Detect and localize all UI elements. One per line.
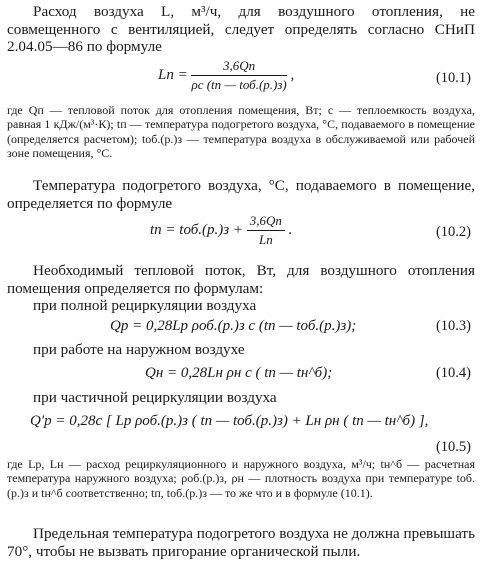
eq1-number: (10.1) — [435, 70, 471, 86]
paragraph-heated-air: Температура подогретого воздуха, °С, подаваемого в помещение, определяется по формуле — [7, 177, 475, 212]
eq3-number: (10.3) — [435, 318, 471, 334]
paragraph-eq1-legend: где Qп — тепловой поток для отопления помещения, Вт; с — теплоемкость воздуха, равная 1 кДж/(м³·К); tп — температура подогретого воздуха, °С, подаваемого в помещение (определяется расчетом); tоб.(р.)з — температура воздуха в обслуживаемой или рабочей зоне помещения, °С. — [7, 103, 475, 161]
eq1-tail: , — [290, 66, 295, 83]
eq2-fraction — [247, 213, 285, 248]
eq2-numerator: 3,6Qп — [247, 213, 285, 231]
paragraph-temperature-limit: Предельная температура подогретого воздуха не должна превышать 70°, чтобы не вызвать пригорание органической пыли. — [7, 525, 475, 560]
eq1-numerator: 3,6Qп — [191, 58, 286, 76]
paragraph-heat-flow: Необходимый тепловой поток, Вт, для воздушного отопления помещения определяется по формулам: — [7, 262, 475, 297]
eq2-denominator: Lп — [258, 232, 273, 247]
label-full-recirculation: при полной рециркуляции воздуха — [33, 297, 257, 314]
label-outdoor-air: при работе на наружном воздухе — [33, 341, 245, 358]
eq5-body: Q′р = 0,28c [ Lр ρоб.(р.)з ( tп — tоб.(р.)з) + Lн ρн ( tп — tн^б) ], — [30, 413, 429, 429]
eq1-denominator: ρc (tп — tоб.(р.)з) — [191, 77, 287, 92]
paragraph-eq5-legend: где Lр, Lн — расход рециркуляционного и наружного воздуха, м³/ч; tн^б — расчетная температура наружного воздуха; ρоб.(р.)з, ρн — плотность воздуха при температуре tоб.(р.)з и tн^б соответственно; tп, tоб.(р.)з — то же что и в формуле (10.1). — [7, 457, 475, 500]
eq1-fraction — [191, 58, 286, 93]
paragraph-intro: Расход воздуха L, м³/ч, для воздушного отопления, не совмещенного с вентиляцией, следует определять согласно СНиП 2.04.05—86 по формуле — [7, 3, 475, 56]
eq4-body: Qн = 0,28Lн ρн c ( tп — tн^б); — [145, 365, 333, 381]
eq2-number: (10.2) — [435, 224, 471, 240]
eq5-number: (10.5) — [435, 439, 471, 455]
eq4-number: (10.4) — [435, 365, 471, 381]
eq2-lhs: tп = tоб.(р.)з + — [150, 221, 244, 238]
eq2-tail: . — [288, 221, 293, 238]
eq1-lhs: Lп = — [158, 66, 188, 83]
label-partial-recirculation: при частичной рециркуляции воздуха — [33, 389, 277, 406]
eq3-body: Qр = 0,28Lр ρоб.(р.)з c (tп — tоб.(р.)з); — [110, 318, 357, 334]
